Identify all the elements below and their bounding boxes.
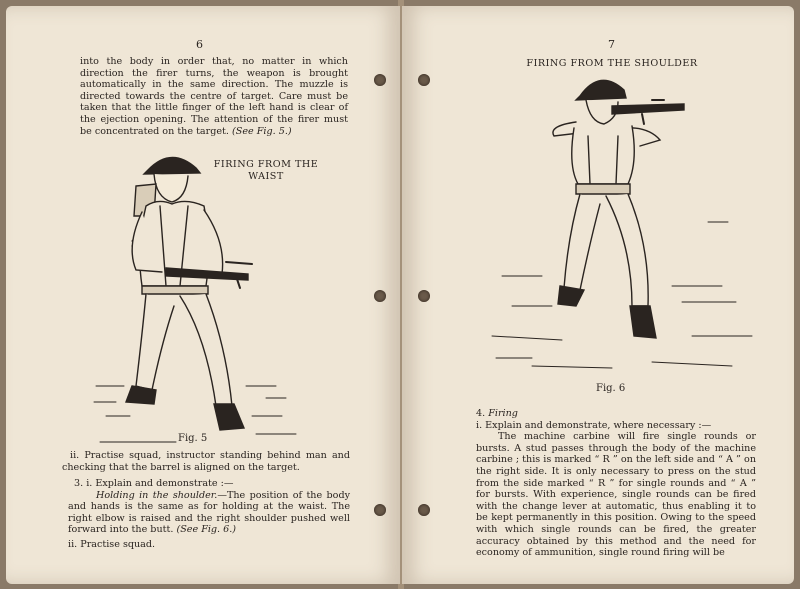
right-page	[402, 6, 794, 584]
firing-body-text: The machine carbine will fire single rounds or bursts. A stud passes through the body of the machine carbine ; this is marked “ R ” on the left side and “ A ” on the right side. It is only necessary to press on the stud from the side marked “ R ” for single rounds and “ A ” for bursts. With experience, single rounds can be fired with the change lever at automatic, thus enabling it to be kept permanently in this position. Owing to the speed with which single rounds can be fired, the greater accuracy obtained by this method and the need for economy of ammunition, single round firing will be	[476, 431, 756, 559]
soldier-waist-illustration	[76, 146, 346, 446]
figure-5-caption: Fig. 5	[178, 433, 208, 444]
item-3-label: 3. i. Explain and demonstrate :—	[74, 478, 234, 489]
item-3-section	[68, 478, 350, 551]
punch-hole	[374, 290, 386, 302]
soldier-shoulder-illustration	[472, 66, 772, 386]
item-3-figure-ref: (See Fig. 6.)	[176, 524, 237, 536]
section-number: 4.	[476, 408, 486, 419]
item-i-text: i. Explain and demonstrate, where necessary :—	[476, 419, 712, 431]
page-number: 6	[196, 38, 203, 51]
page-number: 7	[608, 38, 615, 51]
figure-6-heading: FIRING FROM THE SHOULDER	[526, 58, 698, 69]
item-3-text: —The position of the body and hands is the same as for holding at the waist. The right elbow is raised and the right shoulder pushed well forward into the butt.	[68, 489, 351, 536]
intro-text: into the body in order that, no matter in which direction the firer turns, the weapon is brought automatically in the same direction. The muzzle is directed towards the centre of target. Care must be taken that the little finger of the left hand is clear of the ejection opening. The attention of the firer must be concentrated on the target.	[80, 56, 348, 137]
punch-hole	[418, 74, 430, 86]
figure-6-caption: Fig. 6	[596, 383, 626, 394]
item-3-ii: ii. Practise squad.	[68, 538, 156, 550]
section-4	[476, 408, 756, 559]
item-ii-paragraph	[62, 450, 350, 473]
item-3-subtitle: Holding in the shoulder.	[96, 489, 218, 501]
intro-paragraph	[80, 56, 348, 137]
item-ii-text: ii. Practise squad, instructor standing behind man and checking that the barrel is aligned on the target.	[62, 450, 350, 473]
figure-heading-line1: FIRING FROM THE	[213, 159, 319, 170]
section-title: Firing	[488, 408, 518, 419]
intro-figure-ref: (See Fig. 5.)	[232, 125, 292, 137]
punch-hole	[374, 74, 386, 86]
punch-hole	[418, 290, 430, 302]
punch-hole	[418, 504, 430, 516]
figure-heading-line2: WAIST	[248, 171, 284, 182]
left-page	[6, 6, 400, 584]
punch-hole	[374, 504, 386, 516]
